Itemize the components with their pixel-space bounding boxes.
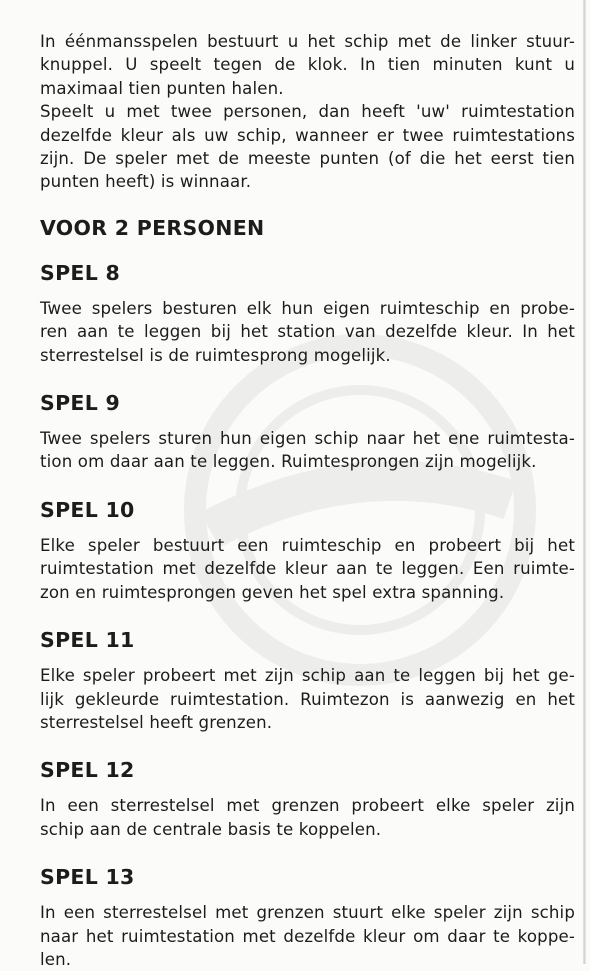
- description-line: naar het ruimtestation met dezelfde kleur om daar te koppe-: [40, 926, 575, 946]
- description-line: ruimtestation met dezelfde kleur aan te leggen. Een ruimte-: [40, 559, 575, 579]
- game-title: SPEL 13: [40, 865, 135, 890]
- intro-line: knuppel. U speelt tegen de klok. In tien minuten kunt u: [40, 55, 575, 75]
- description-line: Elke speler bestuurt een ruimteschip en probeert bij het: [40, 535, 575, 555]
- game-section-spel-13: [40, 864, 575, 971]
- manual-content: [40, 30, 575, 971]
- game-section-spel-10: [40, 497, 575, 604]
- description-line: In een sterrestelsel met grenzen probeert elke speler zijn: [40, 796, 575, 816]
- intro-line: Speelt u met twee personen, dan heeft 'uw' ruimtestation: [40, 102, 575, 122]
- game-title: SPEL 11: [40, 628, 135, 653]
- game-title: SPEL 10: [40, 497, 135, 522]
- intro-line: zijn. De speler met de meeste punten (of die het eerst tien: [40, 149, 575, 169]
- game-description: [40, 901, 575, 971]
- game-description: [40, 534, 575, 604]
- game-section-spel-11: [40, 627, 575, 734]
- game-title: SPEL 12: [40, 758, 135, 783]
- game-description: [40, 664, 575, 734]
- game-section-spel-12: [40, 757, 575, 841]
- intro-paragraph: [40, 30, 575, 194]
- description-line: Elke speler probeert met zijn schip aan te leggen bij het ge-: [40, 666, 575, 686]
- description-line: len.: [40, 949, 72, 969]
- description-line: Twee spelers sturen hun eigen schip naar het ene ruimtesta-: [40, 429, 575, 449]
- description-line: lijk gekleurde ruimtestation. Ruimtezon is aanwezig en het: [40, 689, 575, 709]
- game-description: [40, 297, 575, 367]
- description-line: In een sterrestelsel met grenzen stuurt elke speler zijn schip: [40, 903, 575, 923]
- description-line: sterrestelsel is de ruimtesprong mogelijk.: [40, 345, 391, 365]
- game-section-spel-9: [40, 390, 575, 474]
- description-line: zon en ruimtesprongen geven het spel extra spanning.: [40, 582, 505, 602]
- description-line: sterrestelsel heeft grenzen.: [40, 712, 273, 732]
- game-description: [40, 427, 575, 474]
- page-edge: [583, 0, 586, 964]
- game-description: [40, 794, 575, 841]
- description-line: ren aan te leggen bij het station van dezelfde kleur. In het: [40, 322, 575, 342]
- section-heading: VOOR 2 PERSONEN: [40, 215, 265, 240]
- description-line: schip aan de centrale basis te koppelen.: [40, 819, 382, 839]
- intro-line: punten heeft) is winnaar.: [40, 172, 252, 192]
- intro-line: In éénmansspelen bestuurt u het schip met de linker stuur-: [40, 32, 575, 51]
- intro-line: dezelfde kleur als uw schip, wanneer er twee ruimtestations: [40, 125, 575, 145]
- intro-line: maximaal tien punten halen.: [40, 78, 284, 98]
- description-line: tion om daar aan te leggen. Ruimtesprongen zijn mogelijk.: [40, 452, 537, 472]
- game-title: SPEL 9: [40, 391, 121, 416]
- game-section-spel-8: [40, 260, 575, 367]
- description-line: Twee spelers besturen elk hun eigen ruimteschip en probe-: [40, 298, 575, 318]
- game-title: SPEL 8: [40, 260, 121, 285]
